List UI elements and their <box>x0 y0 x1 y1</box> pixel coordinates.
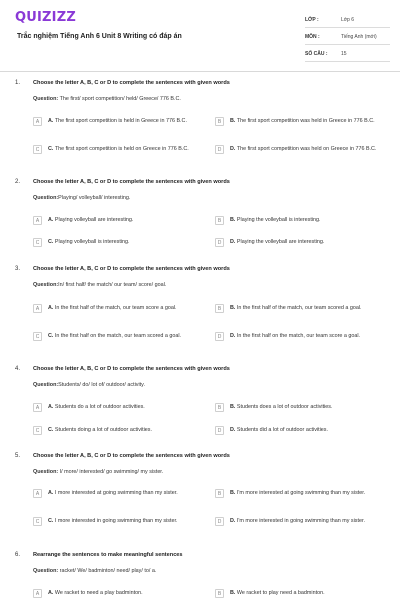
prompt-label: Question: <box>33 282 59 288</box>
option-text: I more interested in going swimming than my sister. <box>54 518 178 524</box>
option-text: Students did a lot of outdoor activities. <box>236 427 329 433</box>
option-text: The first sport competition was held in Greece in 776 B.C. <box>236 118 375 124</box>
option-checkbox[interactable]: C <box>33 238 42 247</box>
option-checkbox[interactable]: B <box>215 304 224 313</box>
option-checkbox[interactable]: A <box>33 489 42 498</box>
question-number: 3. <box>15 266 21 272</box>
option-checkbox[interactable]: B <box>215 216 224 225</box>
prompt-label: Question: <box>33 469 59 475</box>
prompt-label: Question: <box>33 568 59 574</box>
prompt-label: Question: <box>33 195 59 201</box>
question-prompt <box>33 469 163 475</box>
meta-row-count <box>305 46 390 62</box>
question-prompt <box>33 195 130 201</box>
option-checkbox[interactable]: D <box>215 332 224 341</box>
option-checkbox[interactable]: B <box>215 489 224 498</box>
option-text: The first sport competition is held on Greece in 776 B.C. <box>54 146 189 152</box>
option-text: In the first half of the match, our team score a goal. <box>54 305 177 311</box>
option-checkbox[interactable]: B <box>215 403 224 412</box>
option-text: Students doing a lot of outdoor activities. <box>54 427 152 433</box>
option-checkbox[interactable]: A <box>33 589 42 598</box>
meta-row-grade <box>305 12 390 28</box>
question-prompt <box>33 382 145 388</box>
option-checkbox[interactable]: A <box>33 216 42 225</box>
option-text: We racket to need a play badminton. <box>54 590 143 596</box>
option-checkbox[interactable]: C <box>33 517 42 526</box>
prompt-label: Question: <box>33 382 59 388</box>
question-prompt <box>33 282 166 288</box>
option-text: In the first half on the match, our team scored a goal. <box>54 333 182 339</box>
question-instruction: Rearrange the sentences to make meaningful sentences <box>33 552 183 558</box>
question-instruction: Choose the letter A, B, C or D to complete the sentences with given words <box>33 266 230 272</box>
option-checkbox[interactable]: B <box>215 117 224 126</box>
option-checkbox[interactable]: A <box>33 403 42 412</box>
question-instruction: Choose the letter A, B, C or D to complete the sentences with given words <box>33 179 230 185</box>
option-checkbox[interactable]: B <box>215 589 224 598</box>
prompt-text: Students/ do/ lot of/ outdoor/ activity. <box>58 382 145 388</box>
question-instruction: Choose the letter A, B, C or D to complete the sentences with given words <box>33 80 230 86</box>
option-text: Playing the volleyball are interesting. <box>236 239 325 245</box>
option-checkbox[interactable]: D <box>215 517 224 526</box>
option-text: We racket to play need a badminton. <box>236 590 325 596</box>
prompt-text: In/ first half/ the match/ our team/ score/ goal. <box>58 282 167 288</box>
question-prompt <box>33 568 156 574</box>
prompt-text: racket/ We/ badminton/ need/ play/ to/ a. <box>59 568 157 574</box>
prompt-text: The first/ sport competition/ held/ Greece/ 776 B.C. <box>59 96 181 102</box>
option-checkbox[interactable]: D <box>215 238 224 247</box>
option-text: In the first half on the match, our team score a goal. <box>236 333 361 339</box>
option-text: I'm more interested at going swimming than my sister. <box>236 490 366 496</box>
option-checkbox[interactable]: D <box>215 145 224 154</box>
question-prompt <box>33 96 181 102</box>
option-text: I more interested at going swimming than my sister. <box>54 490 178 496</box>
question-number: 2. <box>15 179 21 185</box>
option-checkbox[interactable]: C <box>33 426 42 435</box>
option-checkbox[interactable]: D <box>215 426 224 435</box>
meta-key: MÔN : <box>305 34 320 40</box>
meta-key: LỚP : <box>305 17 319 23</box>
question-number: 1. <box>15 80 21 86</box>
meta-key: SỐ CÂU : <box>305 51 328 57</box>
option-text: The first sport competition was held on Greece in 776 B.C. <box>236 146 377 152</box>
option-checkbox[interactable]: C <box>33 145 42 154</box>
question-number: 5. <box>15 453 21 459</box>
meta-value: Tiếng Anh (mới) <box>341 34 377 40</box>
option-text: I'm more interested in going swimming than my sister. <box>236 518 365 524</box>
meta-value: Lớp 6 <box>341 17 355 23</box>
document-title: Trắc nghiệm Tiếng Anh 6 Unit 8 Writing có đáp án <box>17 33 182 40</box>
option-text: Students does a lot of outdoor activities. <box>236 404 333 410</box>
option-text: In the first half of the match, our team scored a goal. <box>236 305 362 311</box>
option-checkbox[interactable]: A <box>33 117 42 126</box>
question-number: 4. <box>15 366 21 372</box>
prompt-text: I/ more/ interested/ go swimming/ my sister. <box>59 469 164 475</box>
question-instruction: Choose the letter A, B, C or D to complete the sentences with given words <box>33 366 230 372</box>
option-text: Playing volleyball are interesting. <box>54 217 134 223</box>
question-instruction: Choose the letter A, B, C or D to complete the sentences with given words <box>33 453 230 459</box>
option-checkbox[interactable]: C <box>33 332 42 341</box>
option-text: Students do a lot of outdoor activities. <box>54 404 145 410</box>
document-header <box>0 0 400 72</box>
meta-row-subject <box>305 29 390 45</box>
option-text: The first sport competition is held in Greece in 776 B.C. <box>54 118 187 124</box>
option-text: Playing the volleyball is interesting. <box>236 217 321 223</box>
prompt-text: Playing/ volleyball/ interesting. <box>58 195 131 201</box>
prompt-label: Question: <box>33 96 59 102</box>
meta-value: 15 <box>341 51 347 57</box>
question-number: 6. <box>15 552 21 558</box>
option-checkbox[interactable]: A <box>33 304 42 313</box>
option-text: Playing volleyball is interesting. <box>54 239 130 245</box>
quizizz-logo[interactable]: QUIZIZZ <box>15 10 76 25</box>
